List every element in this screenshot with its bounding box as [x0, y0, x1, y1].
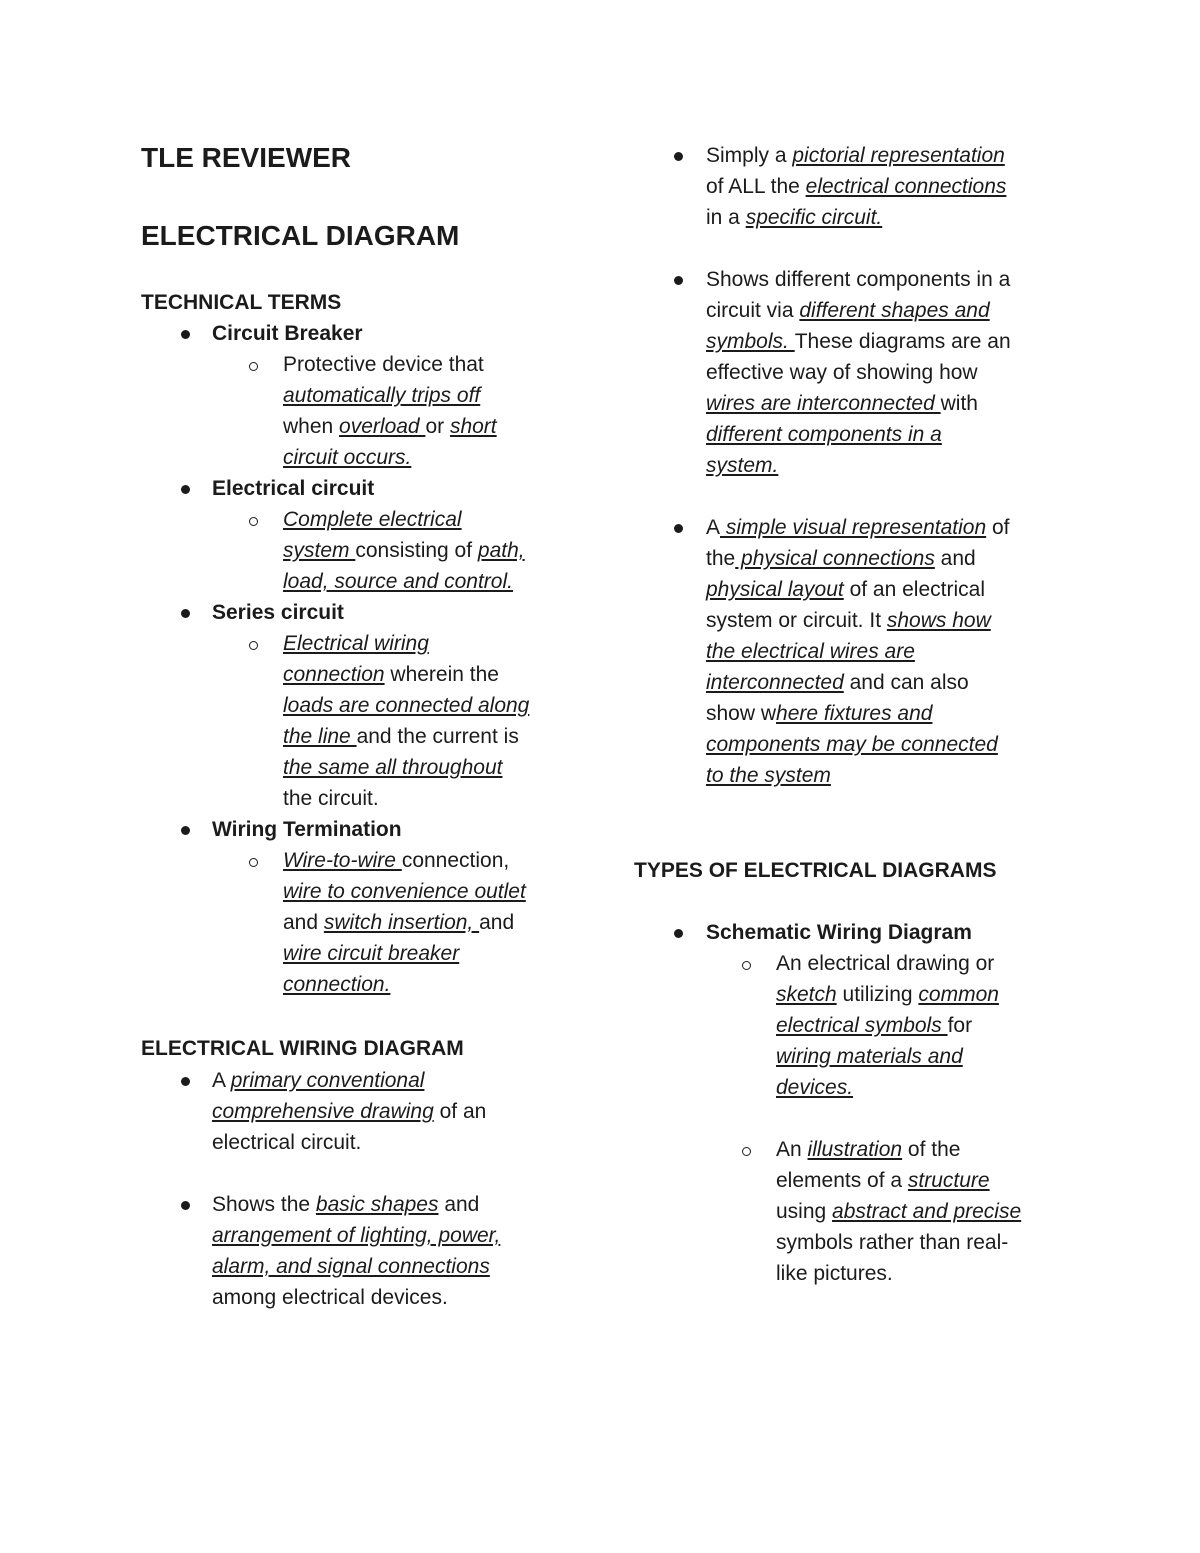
circle-bullet-icon — [249, 362, 258, 371]
sub-list-item — [141, 845, 601, 876]
emphasis-text: components may be connected — [706, 733, 998, 756]
emphasis-text: sketch — [776, 983, 837, 1006]
emphasis-text: short — [449, 415, 497, 438]
definition-line — [634, 1196, 1074, 1227]
definition-text: and the current is — [356, 725, 519, 748]
circle-bullet-icon — [249, 641, 258, 650]
body-text: Shows different components in a — [706, 268, 1011, 291]
emphasis-text: connection — [283, 663, 385, 686]
emphasis-text: automatically trips off — [283, 384, 481, 407]
emphasis-text: load, source and control. — [283, 570, 513, 593]
emphasis-text: interconnected — [706, 671, 844, 694]
wiring-diagram-list — [141, 1065, 601, 1313]
sub-list-item — [634, 1134, 1074, 1165]
list-item — [141, 473, 601, 504]
emphasis-text: to the system — [706, 764, 831, 787]
list-item-line — [634, 295, 1074, 326]
emphasis-text: path, — [477, 539, 525, 562]
definition-text: Protective device that — [283, 353, 484, 376]
body-text: system or circuit. It — [706, 609, 887, 632]
body-text: circuit via — [706, 299, 800, 322]
definition-line — [141, 752, 601, 783]
emphasis-text: physical connections — [735, 547, 935, 570]
emphasis-text: the electrical wires are — [706, 640, 915, 663]
definition-line — [634, 979, 1074, 1010]
list-item-line — [141, 1282, 601, 1313]
types-heading: TYPES OF ELECTRICAL DIAGRAMS — [634, 859, 997, 882]
bullet-icon — [674, 524, 683, 533]
emphasis-text: primary conventional — [230, 1069, 425, 1092]
body-text: with — [940, 392, 978, 415]
list-item-line — [634, 698, 1074, 729]
spacer — [141, 1158, 601, 1189]
bullet-icon — [674, 152, 683, 161]
definition-line — [634, 1165, 1074, 1196]
definition-text: when — [283, 415, 340, 438]
emphasis-text: Complete electrical — [283, 508, 462, 531]
term-electrical-circuit: Electrical circuit — [212, 477, 375, 500]
bullet-icon — [181, 485, 190, 494]
definition-text: the circuit. — [283, 787, 379, 810]
body-text: of — [986, 516, 1010, 539]
body-text: show w — [706, 702, 777, 725]
diagram-definition-list — [634, 140, 1074, 791]
list-item-line — [634, 357, 1074, 388]
term-wiring-termination: Wiring Termination — [212, 818, 402, 841]
list-item-line — [141, 1251, 601, 1282]
definition-line — [634, 1010, 1074, 1041]
emphasis-text: structure — [907, 1169, 990, 1192]
emphasis-text: loads are connected along — [283, 694, 530, 717]
list-item-line — [634, 388, 1074, 419]
body-text: of an electrical — [843, 578, 985, 601]
sub-list-item — [634, 948, 1074, 979]
emphasis-text: simple visual representation — [720, 516, 987, 539]
definition-text: An — [776, 1138, 808, 1161]
definition-line — [141, 380, 601, 411]
list-item-line — [141, 1096, 601, 1127]
emphasis-text: here fixtures and — [776, 702, 933, 725]
technical-terms-list — [141, 318, 601, 1000]
emphasis-text: overload — [339, 415, 426, 438]
definition-line — [141, 721, 601, 752]
emphasis-text: the same all throughout — [283, 756, 503, 779]
list-item-line — [634, 450, 1074, 481]
body-text: Simply a — [706, 144, 793, 167]
emphasis-text: different shapes and — [799, 299, 990, 322]
list-item — [634, 512, 1074, 543]
list-item — [141, 318, 601, 349]
term-series-circuit: Series circuit — [212, 601, 344, 624]
list-item-line — [141, 1220, 601, 1251]
emphasis-text: the line — [283, 725, 357, 748]
sub-list-item — [141, 349, 601, 380]
circle-bullet-icon — [249, 858, 258, 867]
body-text: and — [438, 1193, 480, 1216]
bullet-icon — [674, 929, 683, 938]
emphasis-text: arrangement of lighting, power, — [212, 1224, 501, 1247]
definition-line — [141, 938, 601, 969]
list-item — [634, 917, 1074, 948]
bullet-icon — [181, 609, 190, 618]
spacer — [634, 233, 1074, 264]
definition-text: consisting of — [355, 539, 478, 562]
body-text: and can also — [843, 671, 969, 694]
spacer — [634, 1103, 1074, 1134]
emphasis-text: system. — [706, 454, 779, 477]
term-circuit-breaker: Circuit Breaker — [212, 322, 363, 345]
definition-line — [141, 907, 601, 938]
definition-line — [141, 411, 601, 442]
definition-text: connection, — [401, 849, 510, 872]
body-text: and — [934, 547, 976, 570]
body-text: electrical circuit. — [212, 1131, 362, 1154]
emphasis-text: common — [918, 983, 999, 1006]
definition-line — [141, 442, 601, 473]
definition-text: like pictures. — [776, 1262, 893, 1285]
circle-bullet-icon — [742, 1147, 751, 1156]
sub-list-item — [141, 504, 601, 535]
list-item — [634, 140, 1074, 171]
body-text: of an — [433, 1100, 487, 1123]
list-item — [141, 597, 601, 628]
list-item-line — [634, 543, 1074, 574]
body-text: the — [706, 547, 736, 570]
body-text: Shows the — [212, 1193, 316, 1216]
definition-line — [141, 969, 601, 1000]
emphasis-text: alarm, and signal connections — [212, 1255, 490, 1278]
definition-line — [141, 566, 601, 597]
definition-text: symbols rather than real- — [776, 1231, 1009, 1254]
emphasis-text: wires are interconnected — [706, 392, 941, 415]
definition-text: wherein the — [384, 663, 499, 686]
list-item — [141, 1189, 601, 1220]
list-item-line — [634, 574, 1074, 605]
list-item-line — [634, 326, 1074, 357]
definition-text: of the — [902, 1138, 961, 1161]
bullet-icon — [181, 826, 190, 835]
list-item-line — [141, 1127, 601, 1158]
circle-bullet-icon — [742, 961, 751, 970]
emphasis-text: comprehensive drawing — [212, 1100, 434, 1123]
emphasis-text: connection. — [283, 973, 391, 996]
body-text: among electrical devices. — [212, 1286, 448, 1309]
body-text: These diagrams are an — [794, 330, 1011, 353]
definition-line — [634, 1227, 1074, 1258]
emphasis-text: wire circuit breaker — [283, 942, 460, 965]
definition-text: elements of a — [776, 1169, 908, 1192]
emphasis-text: illustration — [807, 1138, 903, 1161]
list-item-line — [634, 729, 1074, 760]
emphasis-text: electrical connections — [805, 175, 1007, 198]
emphasis-text: specific circuit. — [745, 206, 883, 229]
definition-text: for — [947, 1014, 973, 1037]
list-item-line — [634, 760, 1074, 791]
list-item — [141, 814, 601, 845]
definition-line — [141, 876, 601, 907]
bullet-icon — [181, 1077, 190, 1086]
body-text: A — [212, 1069, 231, 1092]
emphasis-text: wire to convenience outlet — [283, 880, 526, 903]
emphasis-text: wiring materials and — [776, 1045, 963, 1068]
emphasis-text: basic shapes — [315, 1193, 439, 1216]
circle-bullet-icon — [249, 517, 258, 526]
definition-line — [141, 659, 601, 690]
emphasis-text: Electrical wiring — [283, 632, 429, 655]
definition-line — [634, 1041, 1074, 1072]
types-list — [634, 917, 1074, 1289]
body-text: of ALL the — [706, 175, 806, 198]
definition-line — [634, 1258, 1074, 1289]
emphasis-text: system — [283, 539, 356, 562]
bullet-icon — [181, 330, 190, 339]
sub-list-item — [141, 628, 601, 659]
list-item-line — [634, 636, 1074, 667]
emphasis-text: Wire-to-wire — [283, 849, 402, 872]
definition-line — [141, 783, 601, 814]
emphasis-text: pictorial representation — [792, 144, 1005, 167]
definition-line — [141, 690, 601, 721]
definition-text: using — [776, 1200, 833, 1223]
emphasis-text: different components in a — [706, 423, 942, 446]
definition-line — [634, 1072, 1074, 1103]
bullet-icon — [181, 1201, 190, 1210]
emphasis-text: devices. — [776, 1076, 854, 1099]
bullet-icon — [674, 276, 683, 285]
list-item-line — [634, 667, 1074, 698]
list-item-line — [634, 202, 1074, 233]
body-text: A — [706, 516, 721, 539]
list-item-line — [634, 605, 1074, 636]
list-item — [634, 264, 1074, 295]
list-item-line — [634, 171, 1074, 202]
definition-text: and — [479, 911, 515, 934]
document-title: TLE REVIEWER — [141, 142, 352, 173]
emphasis-text: circuit occurs. — [283, 446, 412, 469]
emphasis-text: abstract and precise — [832, 1200, 1022, 1223]
definition-text: utilizing — [836, 983, 919, 1006]
list-item-line — [634, 419, 1074, 450]
definition-text: An electrical drawing or — [776, 952, 995, 975]
list-item — [141, 1065, 601, 1096]
wiring-diagram-heading: ELECTRICAL WIRING DIAGRAM — [141, 1037, 464, 1060]
main-heading: ELECTRICAL DIAGRAM — [141, 220, 460, 251]
technical-terms-heading: TECHNICAL TERMS — [141, 291, 342, 314]
emphasis-text: symbols. — [706, 330, 795, 353]
emphasis-text: switch insertion, — [323, 911, 480, 934]
definition-line — [141, 535, 601, 566]
spacer — [634, 481, 1074, 512]
term-schematic-wiring-diagram: Schematic Wiring Diagram — [706, 921, 972, 944]
emphasis-text: electrical symbols — [776, 1014, 948, 1037]
emphasis-text: physical layout — [706, 578, 844, 601]
definition-text: and — [283, 911, 324, 934]
definition-text: or — [425, 415, 450, 438]
emphasis-text: shows how — [886, 609, 991, 632]
body-text: in a — [706, 206, 746, 229]
body-text: effective way of showing how — [706, 361, 978, 384]
